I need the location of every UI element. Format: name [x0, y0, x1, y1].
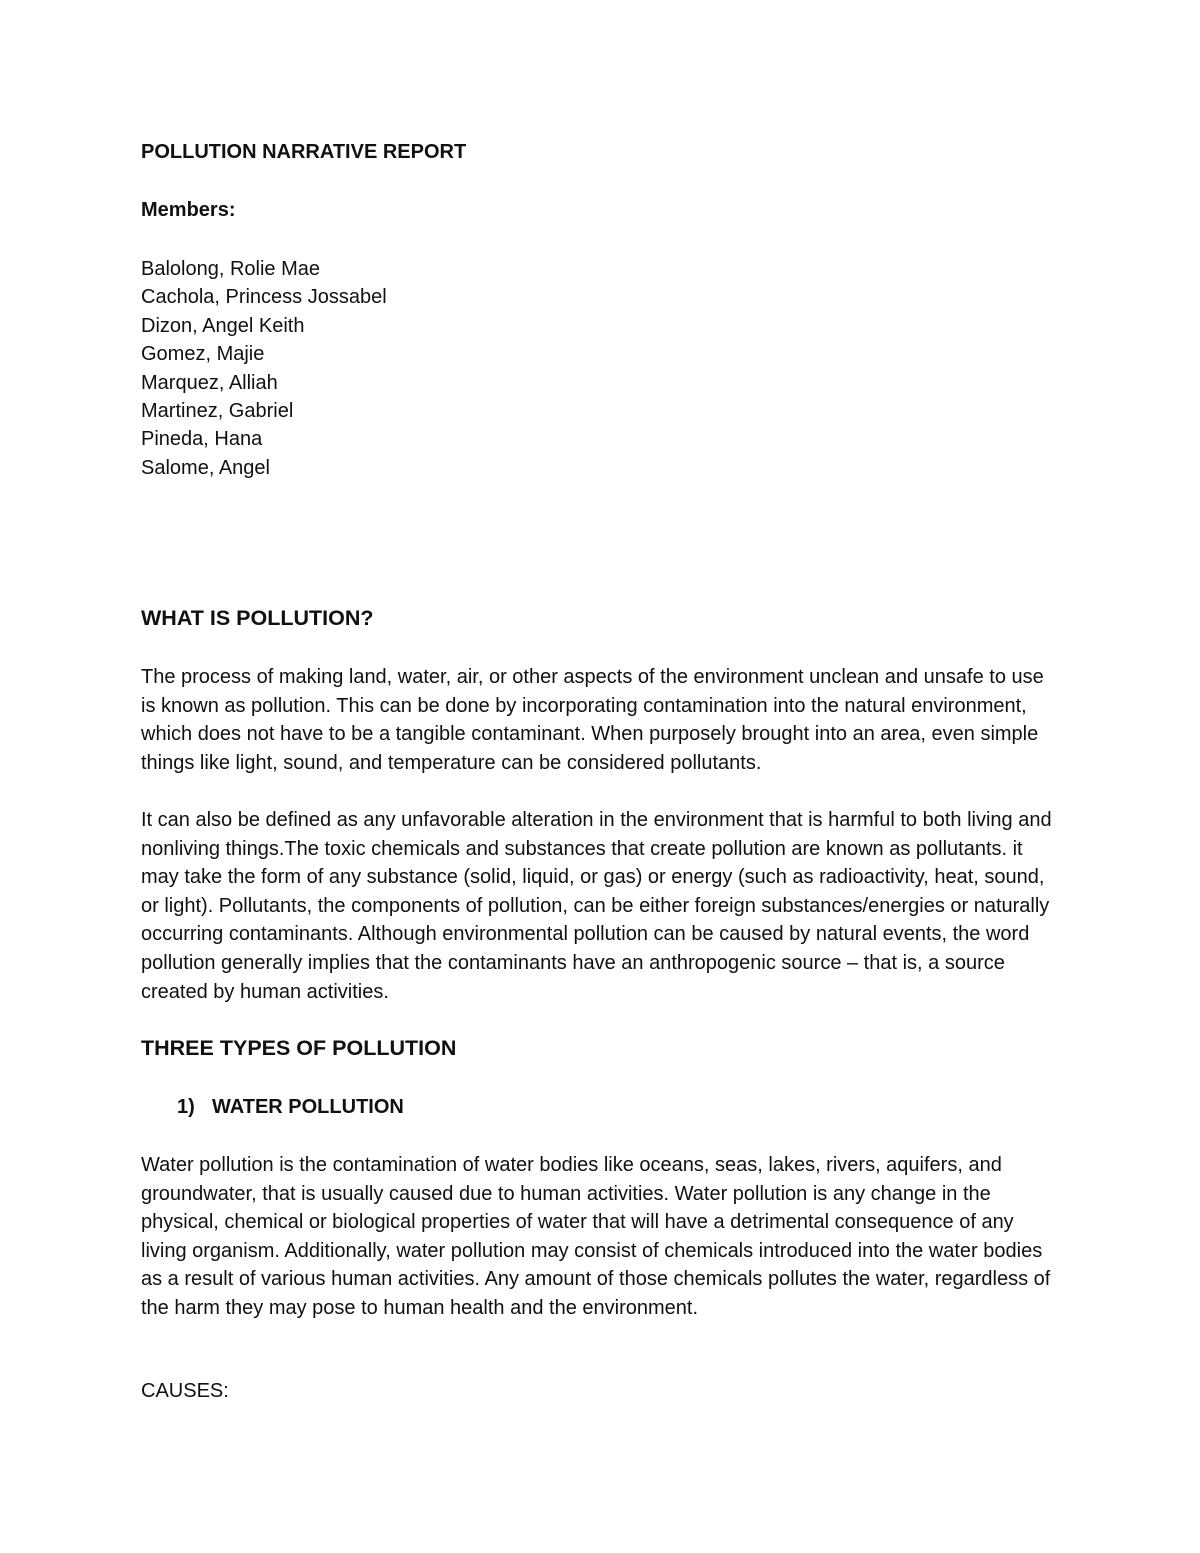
- member-name: Balolong, Rolie Mae: [141, 258, 320, 280]
- alteration-paragraph: It can also be defined as any unfavorable alteration in the environment that is harmful to both living and nonliving things.The toxic chemicals and substances that create pollution are known as pollutants. it may take the form of any substance (solid, liquid, or gas) or energy (such as radioactivity, heat, sound, or light). Pollutants, the components of pollution, can be either foreign substances/energies or naturally occurring contaminants. Although environmental pollution can be caused by natural events, the word pollution generally implies that the contaminants have an anthropogenic source – that is, a source created by human activities.: [141, 809, 1052, 1003]
- types-of-pollution-heading: THREE TYPES OF POLLUTION: [141, 1036, 457, 1060]
- document-title: POLLUTION NARRATIVE REPORT: [141, 141, 467, 163]
- water-pollution-label: WATER POLLUTION: [212, 1096, 404, 1118]
- members-list: [141, 255, 387, 482]
- causes-label: CAUSES:: [141, 1380, 229, 1402]
- member-name: Cachola, Princess Jossabel: [141, 286, 387, 309]
- member-name: Gomez, Majie: [141, 343, 265, 366]
- members-label: Members:: [141, 199, 236, 221]
- member-name: Martinez, Gabriel: [141, 400, 294, 423]
- member-name: Salome, Angel: [141, 456, 270, 479]
- member-name: Pineda, Hana: [141, 428, 263, 451]
- definition-paragraph: The process of making land, water, air, or other aspects of the environment unclean and unsafe to use is known as pollution. This can be done by incorporating contamination into the natural environment, which does not have to be a tangible contaminant. When purposely brought into an area, even simple things like light, sound, and temperature can be considered pollutants.: [141, 666, 1044, 774]
- water-pollution-paragraph: Water pollution is the contamination of water bodies like oceans, seas, lakes, rivers, aquifers, and groundwater, that is usually caused due to human activities. Water pollution is any change in the physical, chemical or biological properties of water that will have a detrimental consequence of any living organism. Additionally, water pollution may consist of chemicals introduced into the water bodies as a result of various human activities. Any amount of those chemicals pollutes the water, regardless of the harm they may pose to human health and the environment.: [141, 1154, 1051, 1319]
- member-name: Marquez, Alliah: [141, 371, 278, 394]
- member-name: Dizon, Angel Keith: [141, 314, 305, 337]
- what-is-pollution-heading: WHAT IS POLLUTION?: [141, 606, 374, 630]
- water-pollution-heading: [177, 1096, 404, 1119]
- list-number: 1): [177, 1096, 195, 1118]
